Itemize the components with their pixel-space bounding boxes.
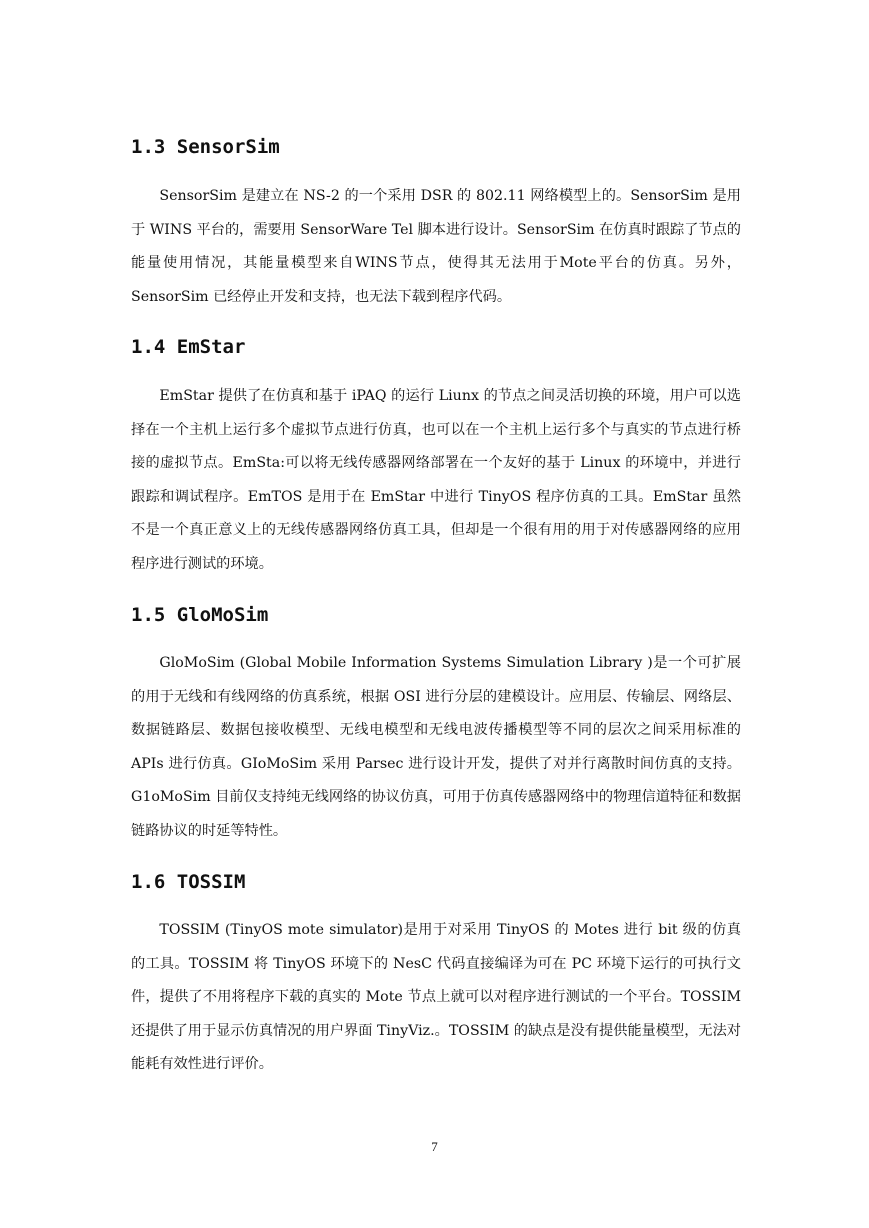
section-body-sensorsim: SensorSim 是建立在 NS-2 的一个采用 DSR 的 802.11 网络模型上的。SensorSim 是用于 WINS 平台的，需要用 SensorWare Tel 脚本进行设计。SensorSim 在仿真时跟踪了节点的能量使用情况，其能量模型来自WINS节点，使得其无法用于Mote平台的仿真。另外，SensorSim 已经停止开发和支持，也无法下载到程序代码。 [131,188,741,305]
section-body-emstar: EmStar 提供了在仿真和基于 iPAQ 的运行 Liunx 的节点之间灵活切换的环境，用户可以选择在一个主机上运行多个虚拟节点进行仿真，也可以在一个主机上运行多个与真实的节点进行桥接的虚拟节点。EmSta:可以将无线传感器网络部署在一个友好的基于 Linux 的环境中，并进行跟踪和调试程序。EmTOS 是用于在 EmStar 中进行 TinyOS 程序仿真的工具。EmStar 虽然不是一个真正意义上的无线传感器网络仿真工具，但却是一个很有用的用于对传感器网络的应用程序进行测试的环境。 [131,388,741,572]
section-heading-sensorsim: 1.3 SensorSim [131,136,280,158]
page-number: 7 [431,1139,438,1154]
section-heading-tossim: 1.6 TOSSIM [131,871,246,893]
section-body-tossim: TOSSIM (TinyOS mote simulator)是用于对采用 TinyOS 的 Motes 进行 bit 级的仿真的工具。TOSSIM 将 TinyOS 环境下的 NesC 代码直接编译为可在 PC 环境下运行的可执行文件，提供了不用将程序下载的真实的 Mote 节点上就可以对程序进行测试的一个平台。TOSSIM 还提供了用于显示仿真情况的用户界面 TinyViz.。TOSSIM 的缺点是没有提供能量模型，无法对能耗有效性进行评价。 [131,922,741,1072]
section-body-glomosim: GloMoSim (Global Mobile Information Systems Simulation Library )是一个可扩展的用于无线和有线网络的仿真系统，根据 OSI 进行分层的建模设计。应用层、传输层、网络层、数据链路层、数据包接收模型、无线电模型和无线电波传播模型等不同的层次之间采用标准的 APIs 进行仿真。GIoMoSim 采用 Parsec 进行设计开发，提供了对并行离散时间仿真的支持。G1oMoSim 目前仅支持纯无线网络的协议仿真，可用于仿真传感器网络中的物理信道特征和数据链路协议的时延等特性。 [131,655,741,839]
section-heading-emstar: 1.4 EmStar [131,336,246,358]
section-heading-glomosim: 1.5 GloMoSim [131,604,269,626]
